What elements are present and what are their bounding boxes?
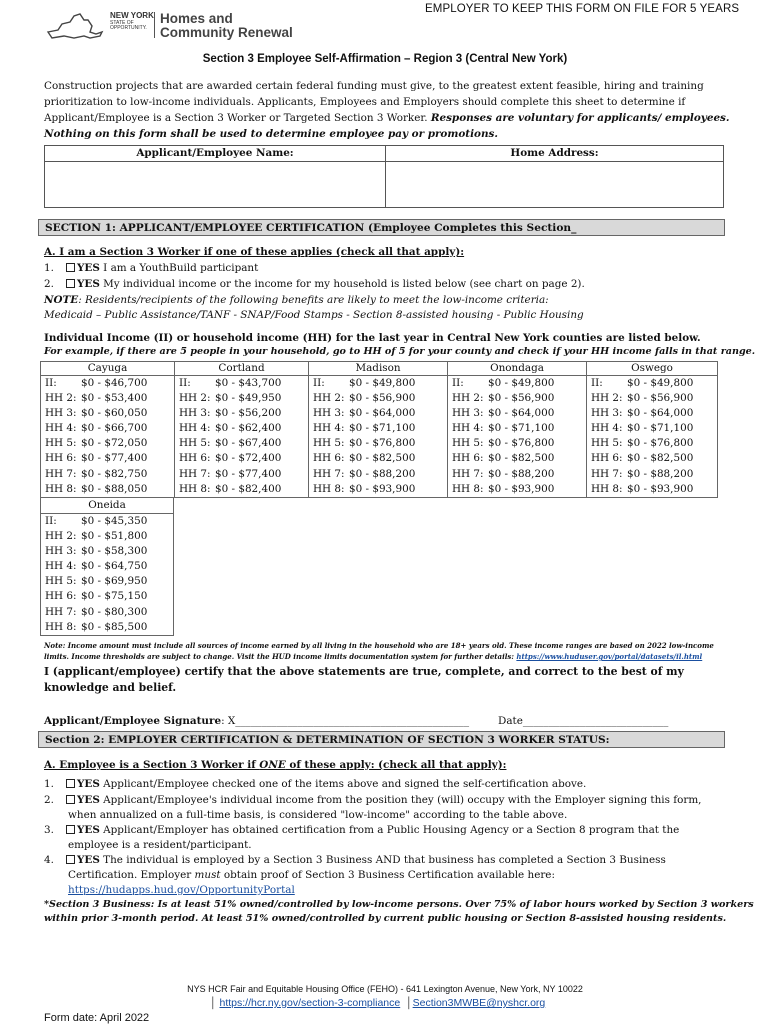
income-row	[587, 391, 717, 406]
agency-brand: Homes and Community Renewal	[160, 11, 293, 40]
income-row	[41, 467, 174, 482]
income-range: $0 - $67,400	[215, 437, 282, 450]
income-row	[41, 574, 173, 589]
household-size-label: HH 4:	[591, 422, 623, 435]
county-header: Madison	[309, 362, 448, 376]
income-range: $0 - $49,950	[215, 392, 282, 405]
household-size-label: HH 6:	[45, 590, 77, 603]
income-row	[41, 436, 174, 451]
income-range: $0 - $93,900	[349, 482, 416, 495]
income-row	[587, 482, 717, 497]
household-size-label: HH 2:	[45, 392, 77, 405]
income-range: $0 - $77,400	[215, 467, 282, 480]
household-size-label: II:	[179, 377, 191, 389]
section2-heading-a: A. Employee is a Section 3 Worker if ONE of these apply: (check all that apply):	[44, 759, 507, 771]
county-header: Cortland	[175, 362, 309, 376]
household-size-label: HH 3:	[179, 407, 211, 420]
s2-checkbox-2[interactable]	[66, 795, 75, 804]
section3-business-footnote: *Section 3 Business: Is at least 51% owned/controlled by low-income persons. Over 75% of labor hours worked by Section 3 workers	[44, 899, 754, 910]
income-range: $0 - $56,200	[215, 407, 282, 420]
income-range: $0 - $82,500	[349, 452, 416, 465]
name-header: Applicant/Employee Name:	[45, 146, 386, 162]
household-size-label: HH 7:	[313, 467, 345, 480]
income-row	[41, 589, 173, 604]
income-range: $0 - $71,100	[627, 422, 694, 435]
income-row	[41, 514, 173, 529]
s2-checkbox-1[interactable]	[66, 779, 75, 788]
footer-office: NYS HCR Fair and Equitable Housing Office (FEHO) - 641 Lexington Avenue, New York, NY 10022	[187, 984, 583, 994]
footer-links: │ https://hcr.ny.gov/section-3-compliance │Section3MWBE@nyshcr.org	[210, 997, 546, 1009]
income-row	[587, 467, 717, 482]
income-row	[309, 482, 447, 497]
date-line[interactable]: Date____________________________	[498, 715, 669, 727]
income-range: $0 - $58,300	[81, 545, 148, 558]
household-size-label: HH 8:	[179, 482, 211, 495]
income-row	[41, 544, 173, 559]
household-size-label: HH 5:	[45, 437, 77, 450]
income-row	[309, 467, 447, 482]
income-range: $0 - $64,000	[627, 407, 694, 420]
income-row	[41, 605, 173, 620]
income-range: $0 - $64,000	[349, 407, 416, 420]
s2-item-4: 4. YES The individual is employed by a Section 3 Business AND that business has completed a Section 3 Business	[44, 854, 666, 866]
income-limits-table	[40, 361, 718, 498]
income-row	[41, 559, 173, 574]
benefits-note: NOTE: Residents/recipients of the following benefits are likely to meet the low-income criteria:	[44, 294, 549, 306]
income-row	[175, 467, 308, 482]
new-york-state-map-logo	[44, 10, 104, 42]
household-size-label: HH 6:	[452, 452, 484, 465]
income-range: $0 - $77,400	[81, 452, 148, 465]
income-row	[587, 451, 717, 466]
household-size-label: HH 6:	[45, 452, 77, 465]
county-column	[41, 376, 175, 498]
address-header: Home Address:	[386, 146, 723, 162]
income-range: $0 - $85,500	[81, 620, 148, 633]
county-header: Oswego	[587, 362, 718, 376]
income-range: $0 - $82,500	[488, 452, 555, 465]
certification-statement: I (applicant/employee) certify that the above statements are true, complete, and correct to the best of my knowledge and belief.	[44, 665, 684, 694]
income-range: $0 - $56,900	[349, 392, 416, 405]
income-row	[587, 436, 717, 451]
s2-item-4-cont: Certification. Employer must obtain proof of Section 3 Business Certification available here:	[68, 869, 555, 881]
name-address-table	[44, 145, 724, 208]
s1-item-1: 1. YES I am a YouthBuild participant	[44, 262, 259, 274]
income-row	[175, 482, 308, 497]
income-row	[309, 391, 447, 406]
income-row	[41, 421, 174, 436]
income-row	[175, 391, 308, 406]
income-row	[175, 421, 308, 436]
household-size-label: HH 7:	[452, 467, 484, 480]
voluntary-statement: Responses are voluntary for applicants/ employees. Nothing on this form shall be used to determine employee pay or promotions.	[44, 112, 730, 140]
household-size-label: II:	[45, 377, 57, 389]
income-row	[309, 421, 447, 436]
logo-divider	[154, 12, 155, 38]
household-size-label: HH 5:	[313, 437, 345, 450]
section3-business-footnote-2: within prior 3-month period. At least 51% owned/controlled by current public housing or Section 8-assisted housing residents.	[44, 913, 727, 924]
income-range: $0 - $88,050	[81, 482, 148, 495]
form-title: Section 3 Employee Self-Affirmation – Region 3 (Central New York)	[202, 53, 568, 65]
county-header: Onondaga	[448, 362, 587, 376]
household-size-label: HH 8:	[452, 482, 484, 495]
income-range: $0 - $76,800	[627, 437, 694, 450]
income-row	[175, 376, 308, 391]
income-heading: Individual Income (II) or household income (HH) for the last year in Central New York counties are listed below.	[44, 332, 701, 344]
household-size-label: HH 8:	[313, 482, 345, 495]
income-row	[41, 620, 173, 635]
county-header: Cayuga	[41, 362, 175, 376]
benefits-list: Medicaid – Public Assistance/TANF - SNAP/Food Stamps - Section 8-assisted housing - Public Housing	[44, 309, 584, 321]
household-size-label: HH 3:	[313, 407, 345, 420]
income-row	[41, 451, 174, 466]
income-row	[448, 406, 586, 421]
income-row	[41, 376, 174, 391]
income-range: $0 - $93,900	[488, 482, 555, 495]
income-range: $0 - $76,800	[488, 437, 555, 450]
household-size-label: II:	[591, 377, 603, 389]
household-size-label: HH 2:	[313, 392, 345, 405]
income-note: Note: Income amount must include all sources of income earned by all living in the household who are 18+ years old. These income ranges are based on 2022 low-income limits. Income thresholds are subject to change. Visit the HUD income limits documentation system for further details: https://www.huduser.gov/portal/datasets/il.html	[44, 641, 714, 661]
income-checkbox[interactable]	[66, 279, 75, 288]
income-row	[175, 436, 308, 451]
s2-item-2-cont: when annualized on a full-time basis, is considered "low-income" according to the table above.	[68, 809, 568, 821]
household-size-label: HH 7:	[179, 467, 211, 480]
s2-checkbox-4[interactable]	[66, 855, 75, 864]
income-range: $0 - $49,800	[349, 377, 416, 389]
household-size-label: HH 6:	[591, 452, 623, 465]
household-size-label: II:	[452, 377, 464, 389]
s2-checkbox-3[interactable]	[66, 825, 75, 834]
household-size-label: HH 7:	[591, 467, 623, 480]
income-row	[587, 376, 717, 391]
s2-item-3-cont: employee is a resident/participant.	[68, 839, 252, 851]
opportunity-portal-link[interactable]: https://hudapps.hud.gov/OpportunityPortal	[68, 884, 295, 896]
income-row	[41, 482, 174, 497]
household-size-label: HH 5:	[452, 437, 484, 450]
income-range: $0 - $49,800	[488, 377, 555, 389]
income-range: $0 - $53,400	[81, 392, 148, 405]
household-size-label: HH 3:	[452, 407, 484, 420]
oneida-table	[40, 497, 174, 636]
county-column	[309, 376, 448, 498]
income-range: $0 - $56,900	[627, 392, 694, 405]
income-range: $0 - $82,500	[627, 452, 694, 465]
income-row	[309, 406, 447, 421]
income-range: $0 - $43,700	[215, 377, 282, 389]
income-range: $0 - $71,100	[488, 422, 555, 435]
county-column	[175, 376, 309, 498]
income-range: $0 - $82,750	[81, 467, 148, 480]
income-range: $0 - $75,150	[81, 590, 148, 603]
address-field[interactable]	[386, 162, 723, 207]
income-row	[175, 451, 308, 466]
household-size-label: HH 2:	[452, 392, 484, 405]
household-size-label: HH 4:	[45, 560, 77, 573]
name-field[interactable]	[45, 162, 386, 207]
household-size-label: HH 8:	[591, 482, 623, 495]
household-size-label: HH 4:	[452, 422, 484, 435]
household-size-label: HH 5:	[45, 575, 77, 588]
household-size-label: HH 5:	[179, 437, 211, 450]
county-column	[587, 376, 718, 498]
household-size-label: HH 3:	[591, 407, 623, 420]
section1-bar: SECTION 1: APPLICANT/EMPLOYEE CERTIFICATION (Employee Completes this Section_	[38, 219, 725, 236]
signature-line[interactable]: Applicant/Employee Signature: X_____________________________________________	[44, 715, 470, 727]
income-range: $0 - $45,350	[81, 515, 148, 527]
income-row	[587, 421, 717, 436]
household-size-label: HH 3:	[45, 545, 77, 558]
income-range: $0 - $76,800	[349, 437, 416, 450]
household-size-label: HH 8:	[45, 620, 77, 633]
income-row	[448, 482, 586, 497]
income-range: $0 - $80,300	[81, 605, 148, 618]
compliance-link[interactable]: https://hcr.ny.gov/section-3-compliance	[219, 997, 401, 1009]
household-size-label: HH 8:	[45, 482, 77, 495]
income-range: $0 - $93,900	[627, 482, 694, 495]
income-range: $0 - $88,200	[349, 467, 416, 480]
section2-bar: Section 2: EMPLOYER CERTIFICATION & DETERMINATION OF SECTION 3 WORKER STATUS:	[38, 731, 725, 748]
income-range: $0 - $88,200	[488, 467, 555, 480]
s2-item-2: 2. YES Applicant/Employee's individual income from the position they (will) occupy with the Employer signing this form,	[44, 794, 702, 806]
income-range: $0 - $62,400	[215, 422, 282, 435]
income-range: $0 - $64,750	[81, 560, 148, 573]
income-row	[309, 451, 447, 466]
household-size-label: HH 2:	[45, 530, 77, 543]
household-size-label: HH 5:	[591, 437, 623, 450]
s2-item-1: 1. YES Applicant/Employee checked one of the items above and signed the self-certification above.	[44, 778, 587, 790]
income-range: $0 - $72,400	[215, 452, 282, 465]
household-size-label: HH 2:	[591, 392, 623, 405]
logo-wordmark: NEW YORK	[110, 11, 154, 20]
income-row	[309, 436, 447, 451]
income-range: $0 - $88,200	[627, 467, 694, 480]
income-row	[448, 421, 586, 436]
income-range: $0 - $51,800	[81, 530, 148, 543]
section1-heading-a: A. I am a Section 3 Worker if one of these applies (check all that apply):	[44, 246, 465, 258]
income-row	[41, 391, 174, 406]
s2-item-3: 3. YES Applicant/Employer has obtained certification from a Public Housing Agency or a Section 8 program that the	[44, 824, 680, 836]
household-size-label: II:	[313, 377, 325, 389]
household-size-label: HH 6:	[313, 452, 345, 465]
hud-income-link[interactable]: https://www.huduser.gov/portal/datasets/il.html	[516, 652, 703, 661]
s1-item-2: 2. YES My individual income or the income for my household is listed below (see chart on page 2).	[44, 278, 585, 290]
income-row	[448, 391, 586, 406]
household-size-label: II:	[45, 515, 57, 527]
income-range: $0 - $60,050	[81, 407, 148, 420]
household-size-label: HH 6:	[179, 452, 211, 465]
income-row	[448, 376, 586, 391]
income-range: $0 - $71,100	[349, 422, 416, 435]
income-range: $0 - $66,700	[81, 422, 148, 435]
household-size-label: HH 3:	[45, 407, 77, 420]
household-size-label: HH 4:	[45, 422, 77, 435]
income-range: $0 - $49,800	[627, 377, 694, 389]
income-row	[587, 406, 717, 421]
income-row	[41, 529, 173, 544]
income-row	[448, 467, 586, 482]
income-row	[175, 406, 308, 421]
county-header: Oneida	[41, 498, 173, 514]
form-date: Form date: April 2022	[44, 1012, 150, 1024]
income-row	[448, 436, 586, 451]
income-example: For example, if there are 5 people in your household, go to HH of 5 for your county and check if your HH income falls in that range.	[44, 346, 756, 357]
youthbuild-checkbox[interactable]	[66, 263, 75, 272]
household-size-label: HH 7:	[45, 605, 77, 618]
income-row	[448, 451, 586, 466]
income-range: $0 - $56,900	[488, 392, 555, 405]
household-size-label: HH 4:	[179, 422, 211, 435]
household-size-label: HH 7:	[45, 467, 77, 480]
income-range: $0 - $46,700	[81, 377, 148, 389]
income-range: $0 - $72,050	[81, 437, 148, 450]
income-range: $0 - $69,950	[81, 575, 148, 588]
retention-note: EMPLOYER TO KEEP THIS FORM ON FILE FOR 5 YEARS	[425, 3, 740, 15]
income-row	[309, 376, 447, 391]
income-row	[41, 406, 174, 421]
intro-paragraph: Construction projects that are awarded certain federal funding must give, to the greatest extent feasible, hiring and training prioritization to low-income individuals. Applicants, Employees and Employers should complete this sheet to determine if Applicant/Employee is a Section 3 Worker or Targeted Section 3 Worker. Responses are voluntary for applicants/ employees. Nothing on this form shall be used to determine employee pay or promotions.	[44, 80, 730, 140]
email-link[interactable]: Section3MWBE@nyshcr.org	[412, 997, 546, 1009]
logo-tagline: STATE OF OPPORTUNITY.	[110, 20, 147, 31]
income-range: $0 - $64,000	[488, 407, 555, 420]
household-size-label: HH 2:	[179, 392, 211, 405]
household-size-label: HH 4:	[313, 422, 345, 435]
income-range: $0 - $82,400	[215, 482, 282, 495]
county-column	[448, 376, 587, 498]
